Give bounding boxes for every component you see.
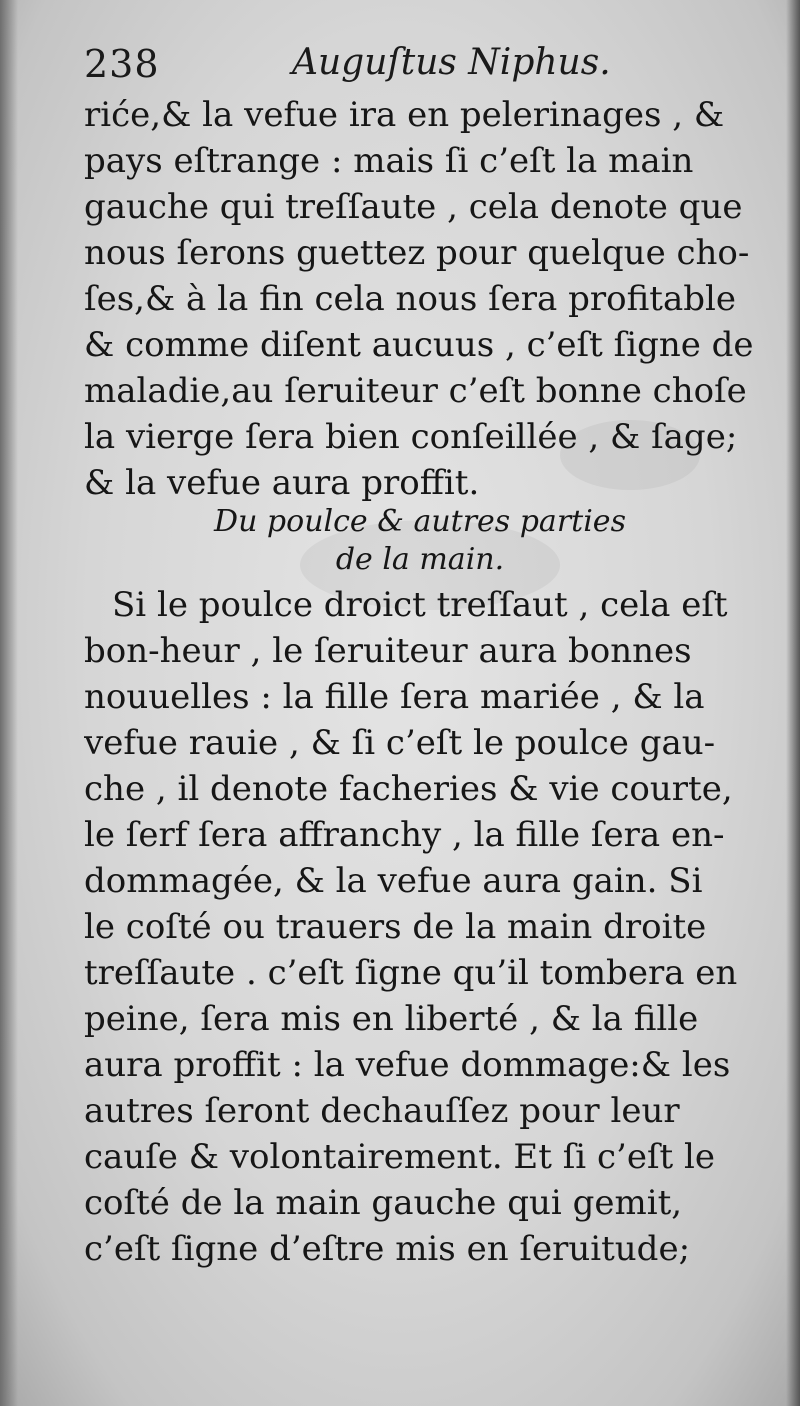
text-line: ſes,& à la fin cela nous ſera profitable: [84, 279, 736, 319]
section-heading-line-two: de la main.: [335, 542, 505, 577]
text-line: le coſté ou trauers de la main droite: [84, 907, 707, 947]
text-line: la vierge ſera bien conſeillée , & ſage;: [84, 417, 738, 457]
page-shadow-right: [786, 0, 800, 1406]
section-heading-line-one: Du poulce & autres parties: [214, 504, 626, 539]
text-line: maladie,au ſeruiteur c’eſt bonne choſe: [84, 371, 747, 411]
text-line: aura proffit : la vefue dommage:& les: [84, 1045, 731, 1085]
text-line: vefue rauie , & ſi c’eſt le poulce gau-: [84, 723, 716, 763]
text-line: nouuelles : la fille ſera mariée , & la: [84, 677, 705, 717]
text-line: cauſe & volontairement. Et ſi c’eſt le: [84, 1137, 716, 1177]
text-line: riće,& la vefue ira en pelerinages , &: [84, 95, 725, 135]
text-line: pays eſtrange : mais ſi c’eſt la main: [84, 141, 694, 181]
text-line: & comme diſent aucuus , c’eſt ſigne de: [84, 325, 754, 365]
text-line: le ſerf ſera affranchy , la fille ſera en-: [84, 815, 725, 855]
page-header: [84, 42, 764, 92]
text-line: & la vefue aura proffit.: [84, 463, 480, 503]
text-line: bon-heur , le ſeruiteur aura bonnes: [84, 631, 692, 671]
text-line: treſſaute . c’eſt ſigne qu’il tombera en: [84, 953, 738, 993]
page-number: 238: [84, 42, 160, 86]
text-line: peine, ſera mis en liberté , & la fille: [84, 999, 699, 1039]
text-line: Si le poulce droict treſſaut , cela eſt: [112, 585, 728, 625]
running-head: Auguſtus Niphus.: [292, 42, 611, 83]
text-line: nous ſerons guettez pour quelque cho-: [84, 233, 750, 273]
page-shadow-left: [0, 0, 18, 1406]
text-line: che , il denote facheries & vie courte,: [84, 769, 733, 809]
text-line: coſté de la main gauche qui gemit,: [84, 1183, 683, 1223]
text-line: dommagée, & la vefue aura gain. Si: [84, 861, 703, 901]
text-line: autres ſeront dechauſſez pour leur: [84, 1091, 680, 1131]
text-line: gauche qui treſſaute , cela denote que: [84, 187, 743, 227]
text-line: c’eſt ſigne d’eſtre mis en ſeruitude;: [84, 1229, 691, 1269]
